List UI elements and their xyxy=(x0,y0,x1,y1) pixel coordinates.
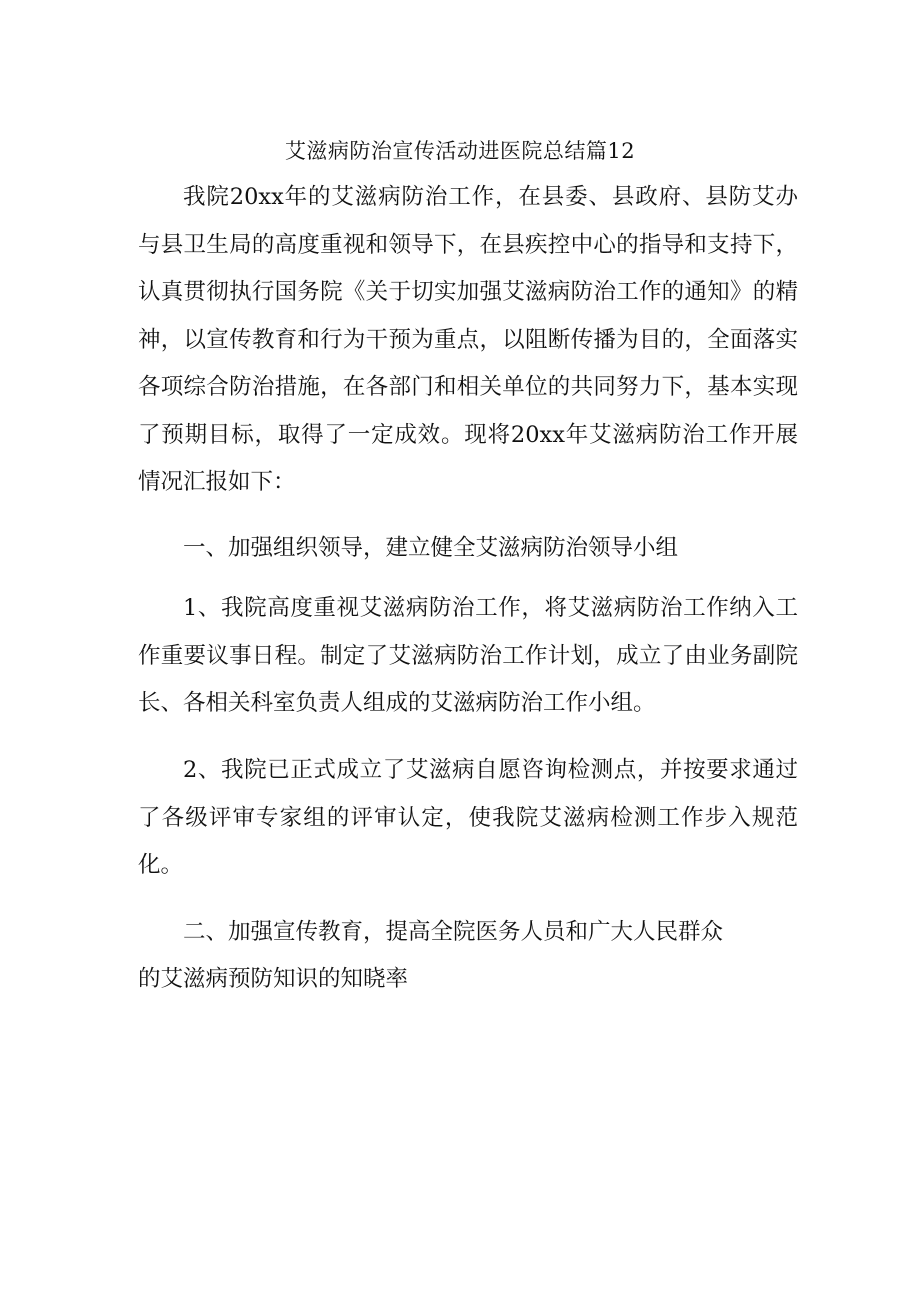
section-1-item-1: 1、我院高度重视艾滋病防治工作，将艾滋病防治工作纳入工作重要议事日程。制定了艾滋病防治工作计划，成立了由业务副院长、各相关科室负责人组成的艾滋病防治工作小组。 xyxy=(138,595,798,716)
intro-paragraph: 我院20xx年的艾滋病防治工作，在县委、县政府、县防艾办与县卫生局的高度重视和领导下，在县疾控中心的指导和支持下，认真贯彻执行国务院《关于切实加强艾滋病防治工作的通知》的精神，以宣传教育和行为干预为重点，以阻断传播为目的，全面落实各项综合防治措施，在各部门和相关单位的共同努力下，基本实现了预期目标，取得了一定成效。现将20xx年艾滋病防治工作开展情况汇报如下： xyxy=(138,184,798,495)
section-heading-2-line-1: 二、加强宣传教育，提高全院医务人员和广大人民群众 xyxy=(183,919,724,945)
section-1-item-2: 2、我院已正式成立了艾滋病自愿咨询检测点，并按要求通过了各级评审专家组的评审认定，使我院艾滋病检测工作步入规范化。 xyxy=(138,757,798,878)
section-heading-2-line-2: 的艾滋病预防知识的知晓率 xyxy=(138,966,409,992)
document-title: 艾滋病防治宣传活动进医院总结篇12 xyxy=(284,139,636,163)
section-heading-1: 一、加强组织领导，建立健全艾滋病防治领导小组 xyxy=(183,535,679,561)
